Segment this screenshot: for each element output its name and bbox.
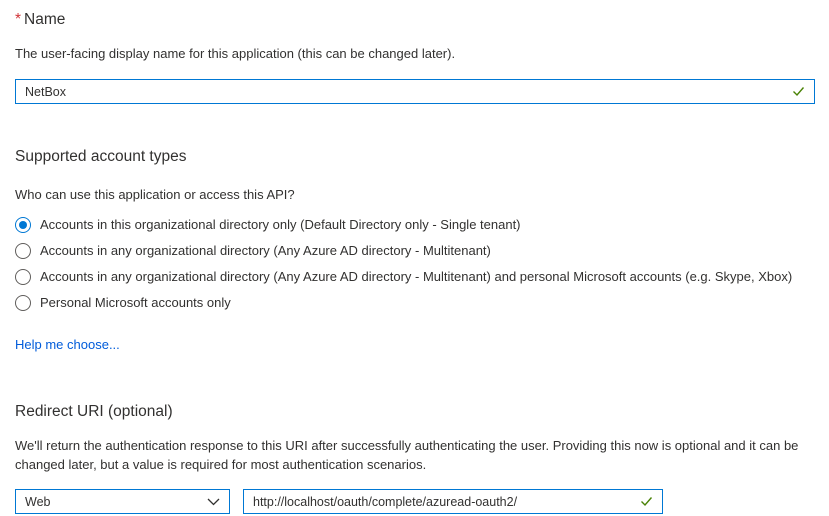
name-title-text: Name xyxy=(24,11,66,28)
redirect-uri-controls xyxy=(15,489,814,514)
radio-option-label: Accounts in any organizational directory (Any Azure AD directory - Multitenant) and personal Microsoft accounts (e.g. Skype, Xbox) xyxy=(40,269,793,284)
name-section-title xyxy=(15,10,814,30)
validation-check-icon xyxy=(640,496,653,507)
radio-button-icon[interactable] xyxy=(15,217,31,233)
required-marker: * xyxy=(15,11,22,28)
account-types-radio-group xyxy=(15,212,814,316)
help-me-choose-link[interactable]: Help me choose... xyxy=(15,337,120,352)
radio-option-multitenant-personal[interactable] xyxy=(15,264,814,290)
chevron-down-icon xyxy=(207,498,220,506)
account-types-section xyxy=(15,147,814,354)
radio-button-icon[interactable] xyxy=(15,243,31,259)
radio-option-personal-only[interactable] xyxy=(15,290,814,316)
radio-option-multitenant[interactable] xyxy=(15,238,814,264)
name-description: The user-facing display name for this application (this can be changed later). xyxy=(15,46,456,61)
account-types-question: Who can use this application or access this API? xyxy=(15,187,295,202)
redirect-uri-title: Redirect URI (optional) xyxy=(15,403,173,420)
radio-button-icon[interactable] xyxy=(15,269,31,285)
name-input[interactable] xyxy=(25,85,792,99)
validation-check-icon xyxy=(792,86,805,97)
radio-option-label: Accounts in any organizational directory (Any Azure AD directory - Multitenant) xyxy=(40,243,491,258)
radio-option-label: Personal Microsoft accounts only xyxy=(40,295,231,310)
account-types-title: Supported account types xyxy=(15,148,187,165)
redirect-uri-description: We'll return the authentication response to this URI after successfully authenticating the user. Providing this now is optional and it can be changed later, but a value is required for most authentication scenarios. xyxy=(15,438,799,472)
redirect-uri-section xyxy=(15,402,814,514)
radio-option-label: Accounts in this organizational directory only (Default Directory only - Single tenant) xyxy=(40,217,521,232)
platform-select-value: Web xyxy=(25,494,51,509)
name-section xyxy=(15,10,814,104)
platform-select[interactable] xyxy=(15,489,230,514)
redirect-uri-input[interactable] xyxy=(253,495,640,509)
radio-option-single-tenant[interactable] xyxy=(15,212,814,238)
radio-button-icon[interactable] xyxy=(15,295,31,311)
name-input-container xyxy=(15,79,815,104)
redirect-uri-input-container xyxy=(243,489,663,514)
